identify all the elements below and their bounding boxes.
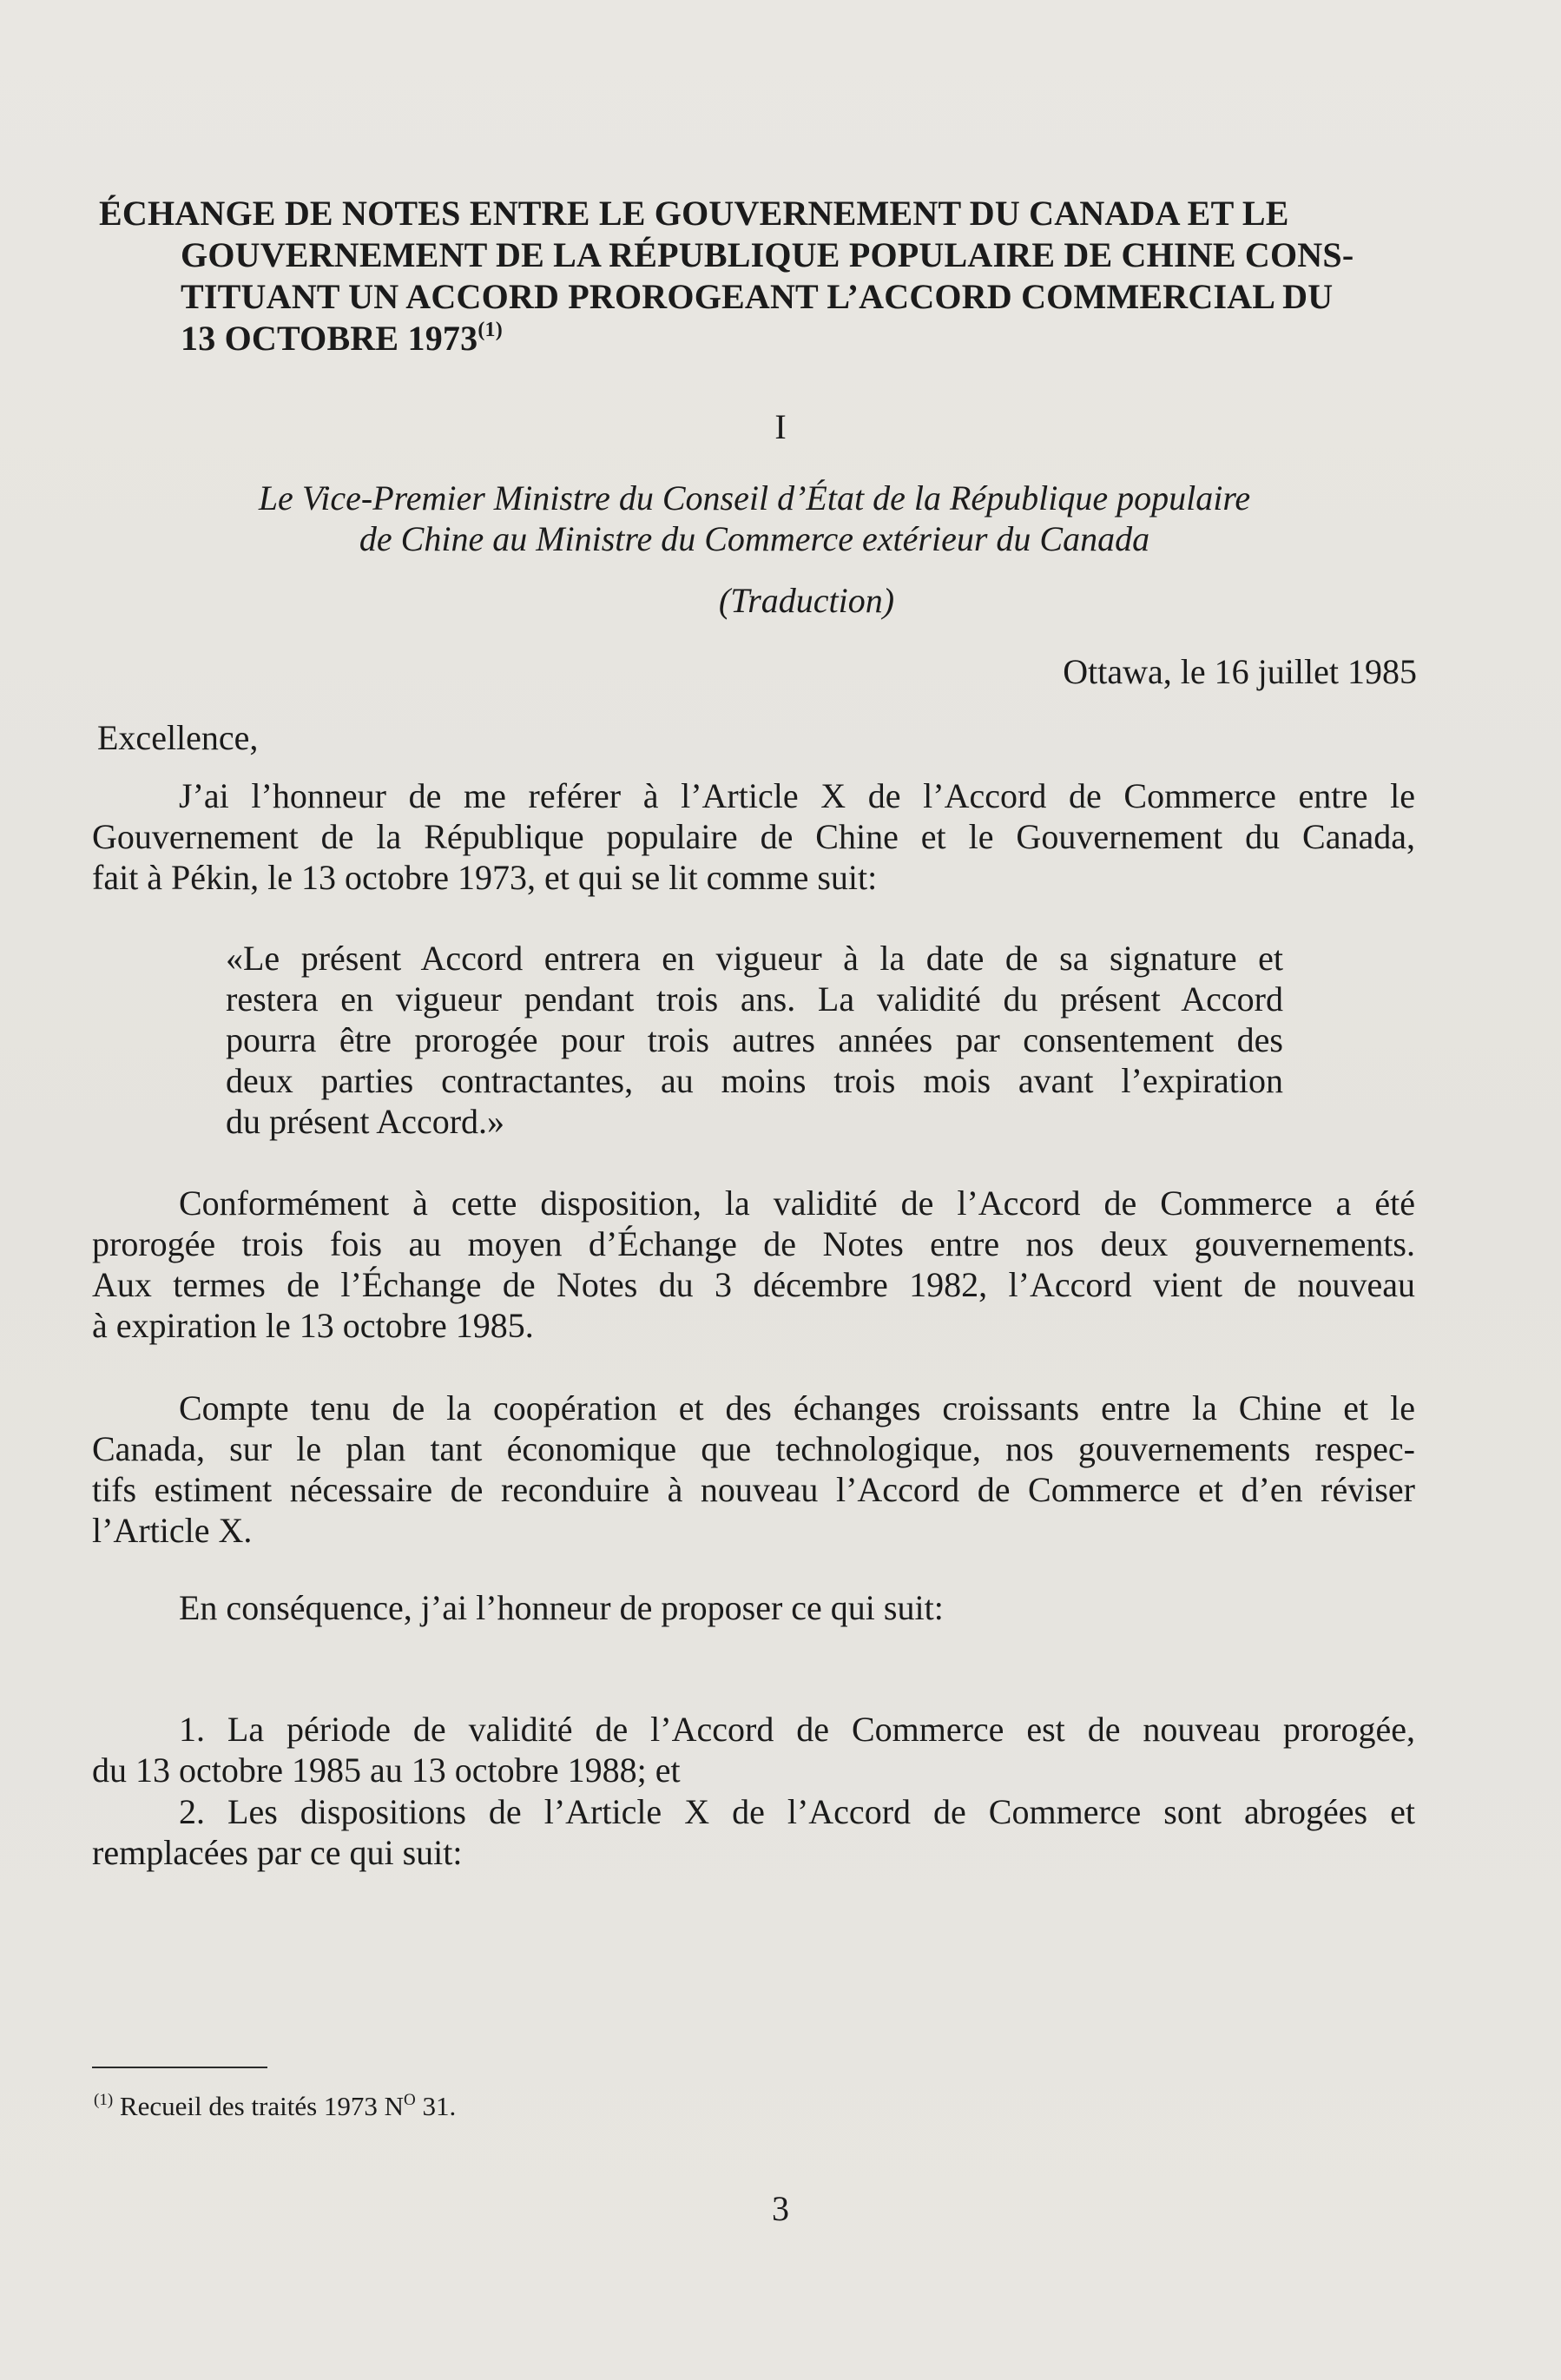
- paragraph-1-line: J’ai l’honneur de me reférer à l’Article X de l’Accord de Commerce entre le: [179, 776, 1415, 815]
- paragraph-5-line: 1. La période de validité de l’Accord de Commerce est de nouveau prorogée,: [179, 1710, 1415, 1749]
- title-line-1: ÉCHANGE DE NOTES ENTRE LE GOUVERNEMENT DU CANADA ET LE: [99, 194, 1289, 233]
- paragraph-4: En conséquence, j’ai l’honneur de proposer ce qui suit:: [179, 1588, 944, 1627]
- paragraph-3: [92, 1388, 1415, 1551]
- paragraph-5: [92, 1709, 1415, 1790]
- paragraph-3-line: tifs estiment nécessaire de reconduire à nouveau l’Accord de Commerce et d’en réviser: [92, 1470, 1415, 1509]
- title-line-3: TITUANT UN ACCORD PROROGEANT L’ACCORD COMMERCIAL DU: [181, 277, 1334, 316]
- footnote: [94, 2091, 456, 2122]
- paragraph-1-line: Gouvernement de la République populaire de Chine et le Gouvernement du Canada,: [92, 817, 1415, 856]
- quote-line: pourra être prorogée pour trois autres années par consentement des: [226, 1020, 1283, 1059]
- title-footnote-ref: (1): [478, 319, 503, 341]
- quote-line: deux parties contractantes, au moins trois mois avant l’expiration: [226, 1061, 1283, 1100]
- title-line-4: [99, 318, 1453, 359]
- paragraph-6-line: remplacées par ce qui suit:: [92, 1833, 463, 1872]
- paragraph-2-line: à expiration le 13 octobre 1985.: [92, 1306, 534, 1345]
- page-number: 3: [772, 2189, 789, 2228]
- paragraph-2-line: Aux termes de l’Échange de Notes du 3 décembre 1982, l’Accord vient de nouveau: [92, 1265, 1415, 1304]
- translation-note: (Traduction): [718, 581, 895, 620]
- salutation: Excellence,: [97, 718, 259, 757]
- footnote-text-after: 31.: [415, 2091, 457, 2121]
- dateline: Ottawa, le 16 juillet 1985: [1063, 652, 1417, 691]
- paragraph-2: [92, 1183, 1415, 1346]
- quoted-article: [226, 938, 1283, 1142]
- paragraph-1-line: fait à Pékin, le 13 octobre 1973, et qui se lit comme suit:: [92, 858, 878, 897]
- paragraph-5-line: du 13 octobre 1985 au 13 octobre 1988; et: [92, 1750, 681, 1790]
- title-line-2: GOUVERNEMENT DE LA RÉPUBLIQUE POPULAIRE DE CHINE CONS-: [181, 235, 1354, 274]
- footnote-ordinal: O: [404, 2091, 416, 2109]
- paragraph-2-line: prorogée trois fois au moyen d’Échange de Notes entre nos deux gouvernements.: [92, 1224, 1415, 1263]
- document-title: [99, 193, 1453, 359]
- paragraph-3-line: Compte tenu de la coopération et des échanges croissants entre la Chine et le: [179, 1388, 1415, 1427]
- quote-line: «Le présent Accord entrera en vigueur à la date de sa signature et: [226, 939, 1283, 978]
- footnote-divider: [92, 2067, 267, 2068]
- paragraph-6: [92, 1791, 1415, 1873]
- paragraph-1: [92, 775, 1415, 898]
- heading-line-2: de Chine au Ministre du Commerce extérieur du Canada: [359, 519, 1150, 558]
- quote-line: du présent Accord.»: [226, 1102, 505, 1141]
- paragraph-6-line: 2. Les dispositions de l’Article X de l’Accord de Commerce sont abrogées et: [179, 1792, 1415, 1831]
- paragraph-3-line: Canada, sur le plan tant économique que technologique, nos gouvernements respec-: [92, 1429, 1415, 1468]
- footnote-marker: (1): [94, 2091, 114, 2109]
- heading-line-1: Le Vice-Premier Ministre du Conseil d’État de la République populaire: [258, 478, 1251, 518]
- quote-line: restera en vigueur pendant trois ans. La validité du présent Accord: [226, 979, 1283, 1019]
- section-number: I: [774, 407, 787, 446]
- paragraph-2-line: Conformément à cette disposition, la validité de l’Accord de Commerce a été: [179, 1183, 1415, 1223]
- paragraph-3-line: l’Article X.: [92, 1511, 253, 1550]
- title-line-4-text: 13 OCTOBRE 1973: [181, 319, 478, 358]
- footnote-text-before: Recueil des traités 1973 N: [119, 2091, 405, 2121]
